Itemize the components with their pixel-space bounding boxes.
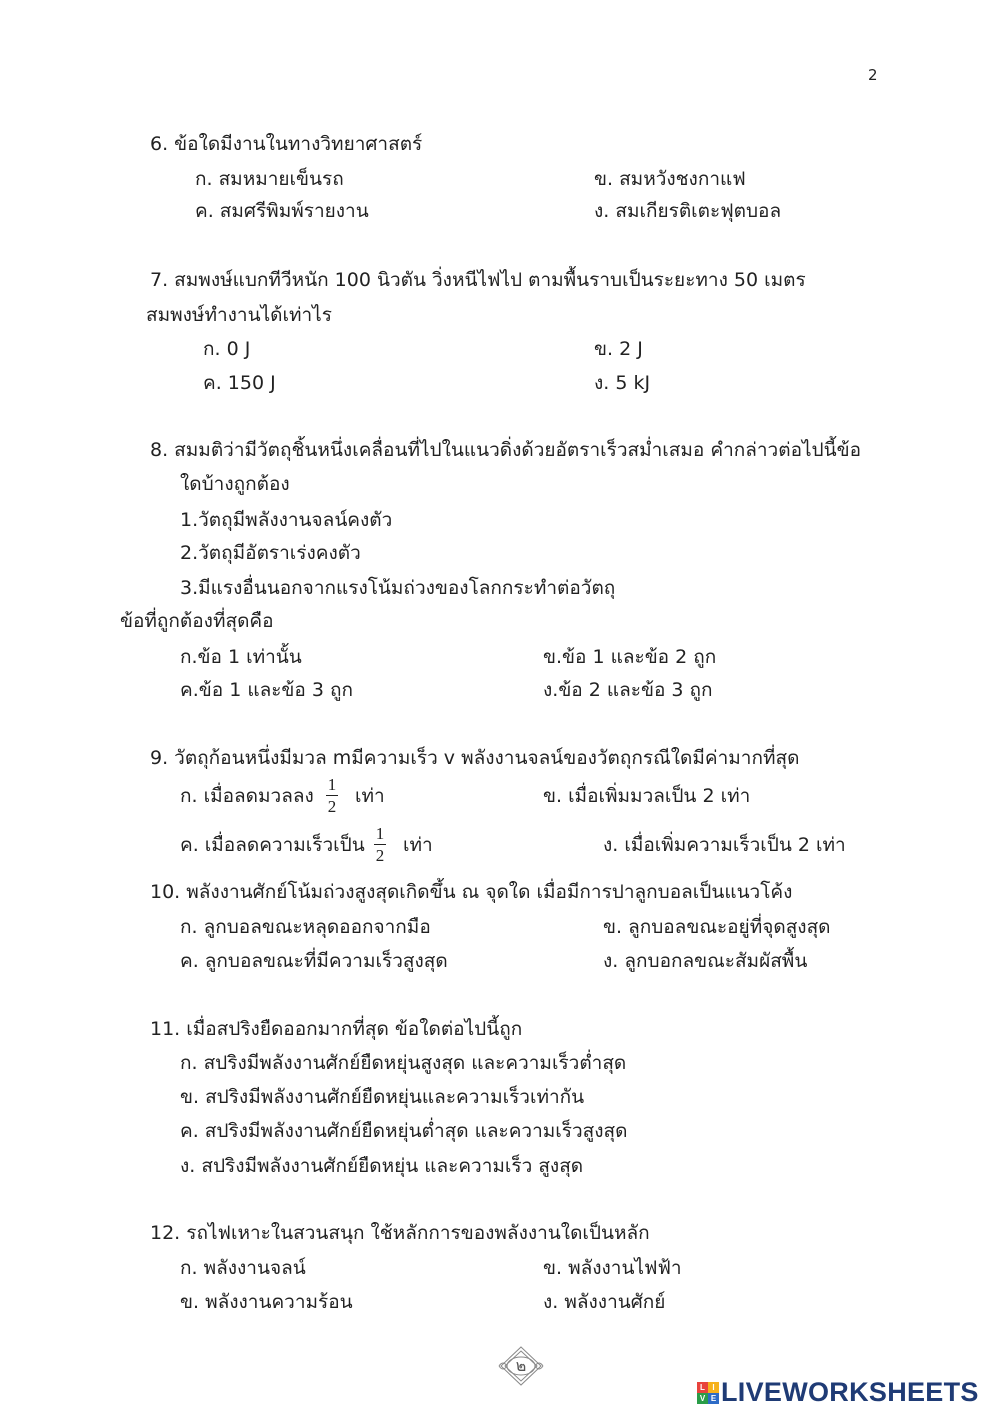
choice-d: ง. 5 kJ — [594, 372, 651, 394]
question-text: 11. เมื่อสปริงยืดออกมากที่สุด ข้อใดต่อไปนี้ถูก — [150, 1018, 523, 1040]
choice-c: ค.ข้อ 1 และข้อ 3 ถูก — [180, 679, 353, 701]
question-text-cont: สมพงษ์ทำงานได้เท่าไร — [146, 304, 332, 326]
logo-letter: L — [697, 1382, 708, 1393]
ornament-number: ๒ — [515, 1356, 527, 1375]
fraction-denominator: 2 — [327, 797, 337, 816]
page-ornament — [497, 1345, 545, 1387]
choice-b: ข. สมหวังชงกาแฟ — [594, 168, 746, 190]
fraction-denominator: 2 — [375, 846, 385, 865]
fraction-one-half — [326, 775, 338, 816]
liveworksheets-logo — [697, 1377, 979, 1408]
choice-d: ง.ข้อ 2 และข้อ 3 ถูก — [543, 679, 713, 701]
choice-b: ข. สปริงมีพลังงานศักย์ยืดหยุ่นและความเร็วเท่ากัน — [180, 1086, 585, 1108]
choice-c-text: ค. เมื่อลดความเร็วเป็น — [180, 834, 365, 856]
choice-a: ก.ข้อ 1 เท่านั้น — [180, 646, 302, 668]
question-text: 10. พลังงานศักย์โน้มถ่วงสูงสุดเกิดขึ้น ณ จุดใด เมื่อมีการปาลูกบอลเป็นแนวโค้ง — [150, 881, 793, 903]
question-text: 12. รถไฟเหาะในสวนสนุก ใช้หลักการของพลังงานใดเป็นหลัก — [150, 1222, 650, 1244]
choice-d: ง. ลูกบอกลขณะสัมผัสพื้น — [603, 950, 808, 972]
choice-c: ค. สปริงมีพลังงานศักย์ยืดหยุ่นต่ำสุด และความเร็วสูงสุด — [180, 1120, 628, 1142]
choice-b: ข.ข้อ 1 และข้อ 2 ถูก — [543, 646, 717, 668]
choice-a: ก. สปริงมีพลังงานศักย์ยืดหยุ่นสูงสุด และความเร็วต่ำสุด — [180, 1052, 627, 1074]
choice-c: ค. 150 J — [203, 372, 276, 394]
choice-c: ค. ลูกบอลขณะที่มีความเร็วสูงสุด — [180, 950, 448, 972]
choice-d: ง. พลังงานศักย์ — [543, 1291, 666, 1313]
fraction-one-half — [374, 824, 386, 865]
choice-b: ข. 2 J — [594, 338, 643, 360]
logo-letter: I — [708, 1382, 719, 1393]
choice-c: ข. พลังงานความร้อน — [180, 1291, 353, 1313]
choice-b: ข. เมื่อเพิ่มมวลเป็น 2 เท่า — [543, 785, 751, 807]
question-text-cont: ใดบ้างถูกต้อง — [180, 473, 290, 495]
choice-a: ก. พลังงานจลน์ — [180, 1257, 306, 1279]
statement-1: 1.วัตถุมีพลังงานจลน์คงตัว — [180, 509, 393, 531]
choice-c-suffix: เท่า — [403, 834, 433, 856]
question-text: 8. สมมติว่ามีวัตถุชิ้นหนึ่งเคลื่อนที่ไปในแนวดิ่งด้วยอัตราเร็วสม่ำเสมอ คำกล่าวต่อไปนี้ข้อ — [150, 439, 861, 461]
choice-d: ง. เมื่อเพิ่มความเร็วเป็น 2 เท่า — [603, 834, 846, 856]
choice-a: ก. สมหมายเข็นรถ — [195, 168, 344, 190]
fraction-numerator: 1 — [327, 775, 337, 794]
page-number: 2 — [868, 66, 878, 84]
question-text: 9. วัตถุก้อนหนึ่งมีมวล mมีความเร็ว v พลังงานจลน์ของวัตถุกรณีใดมีค่ามากที่สุด — [150, 747, 800, 769]
question-text: 6. ข้อใดมีงานในทางวิทยาศาสตร์ — [150, 133, 423, 155]
choice-b: ข. ลูกบอลขณะอยู่ที่จุดสูงสุด — [603, 916, 831, 938]
choice-a: ก. 0 J — [203, 338, 251, 360]
choice-a-suffix: เท่า — [355, 785, 385, 807]
statement-2: 2.วัตถุมีอัตราเร่งคงตัว — [180, 542, 361, 564]
fraction-bar — [374, 844, 386, 845]
logo-mark-icon — [697, 1382, 719, 1404]
choice-b: ข. พลังงานไฟฟ้า — [543, 1257, 682, 1279]
statement-3: 3.มีแรงอื่นนอกจากแรงโน้มถ่วงของโลกกระทำต่อวัตถุ — [180, 577, 616, 599]
choice-d: ง. สมเกียรติเตะฟุตบอล — [594, 200, 782, 222]
answer-prompt: ข้อที่ถูกต้องที่สุดคือ — [120, 610, 274, 632]
choice-a: ก. ลูกบอลขณะหลุดออกจากมือ — [180, 916, 431, 938]
logo-wordmark: LIVEWORKSHEETS — [721, 1377, 979, 1407]
logo-letter: V — [697, 1393, 708, 1404]
logo-letter: E — [708, 1393, 719, 1404]
fraction-numerator: 1 — [375, 824, 385, 843]
fraction-bar — [326, 795, 338, 796]
choice-a-text: ก. เมื่อลดมวลลง — [180, 785, 314, 807]
question-text: 7. สมพงษ์แบกทีวีหนัก 100 นิวตัน วิ่งหนีไฟไป ตามพื้นราบเป็นระยะทาง 50 เมตร — [150, 269, 806, 291]
choice-c: ค. สมศรีพิมพ์รายงาน — [195, 200, 369, 222]
choice-d: ง. สปริงมีพลังงานศักย์ยืดหยุ่น และความเร็ว สูงสุด — [180, 1155, 584, 1177]
